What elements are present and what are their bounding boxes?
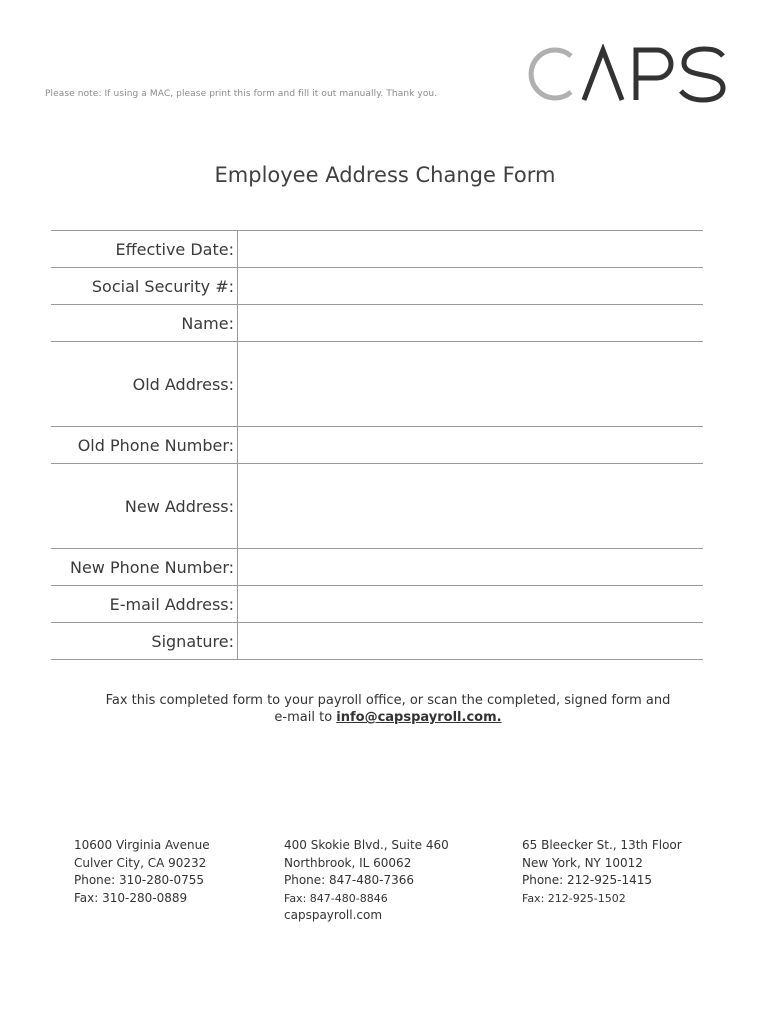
- name-label: Name:: [181, 313, 234, 333]
- logo-letter-p: [636, 50, 671, 100]
- signature-field[interactable]: [237, 623, 703, 659]
- row-old-phone: [51, 427, 703, 464]
- old-phone-field[interactable]: [237, 427, 703, 463]
- ssn-label: Social Security #:: [91, 276, 234, 296]
- website-link[interactable]: capspayroll.com: [284, 908, 383, 922]
- ssn-field[interactable]: [237, 268, 703, 304]
- office-new-york: [522, 837, 682, 907]
- office-city: New York, NY 10012: [522, 855, 643, 870]
- office-phone: Phone: 847-480-7366: [284, 873, 415, 887]
- office-phone: Phone: 310-280-0755: [74, 873, 205, 887]
- logo-letter-a: [584, 50, 622, 100]
- caps-logo: [524, 44, 726, 104]
- row-email: [51, 586, 703, 623]
- instructions: [0, 692, 770, 726]
- instructions-email-prefix: e-mail to: [274, 710, 337, 725]
- office-fax: Fax: 310-280-0889: [74, 890, 188, 905]
- office-phone: Phone: 212-925-1415: [522, 873, 653, 887]
- new-phone-label: New Phone Number:: [69, 557, 234, 577]
- row-effective-date: [51, 231, 703, 268]
- row-new-phone: [51, 549, 703, 586]
- instructions-line-2: [0, 709, 770, 726]
- office-street: 65 Bleecker St., 13th Floor: [522, 838, 682, 852]
- new-address-field[interactable]: [237, 464, 703, 548]
- mac-note: Please note: If using a MAC, please print this form and fill it out manually. Thank you.: [45, 89, 438, 99]
- logo-letter-c: [531, 50, 571, 98]
- old-address-label: Old Address:: [132, 374, 234, 394]
- row-signature: [51, 623, 703, 660]
- old-phone-label: Old Phone Number:: [77, 435, 234, 455]
- email-label: E-mail Address:: [109, 594, 234, 614]
- office-fax: Fax: 212-925-1502: [522, 891, 626, 905]
- contact-email-link[interactable]: info@capspayroll.com.: [336, 710, 502, 725]
- form-title: Employee Address Change Form: [214, 163, 556, 187]
- logo-letter-s: [681, 49, 723, 100]
- office-city: Northbrook, IL 60062: [284, 855, 412, 870]
- office-street: 10600 Virginia Avenue: [74, 838, 210, 852]
- office-street: 400 Skokie Blvd., Suite 460: [284, 838, 449, 852]
- new-address-label: New Address:: [124, 496, 234, 516]
- effective-date-field[interactable]: [237, 231, 703, 267]
- row-ssn: [51, 268, 703, 305]
- row-new-address: [51, 464, 703, 549]
- office-culver-city: [74, 837, 210, 907]
- name-field[interactable]: [237, 305, 703, 341]
- effective-date-label: Effective Date:: [115, 239, 234, 259]
- new-phone-field[interactable]: [237, 549, 703, 585]
- office-fax: Fax: 847-480-8846: [284, 891, 388, 905]
- old-address-field[interactable]: [237, 342, 703, 426]
- row-name: [51, 305, 703, 342]
- caps-logo-mark: [524, 44, 726, 104]
- office-northbrook: [284, 837, 449, 925]
- form-table: [51, 230, 703, 660]
- row-old-address: [51, 342, 703, 427]
- office-city: Culver City, CA 90232: [74, 855, 207, 870]
- email-field[interactable]: [237, 586, 703, 622]
- instructions-line-1: Fax this completed form to your payroll office, or scan the completed, signed form and: [105, 693, 671, 708]
- signature-label: Signature:: [151, 631, 234, 651]
